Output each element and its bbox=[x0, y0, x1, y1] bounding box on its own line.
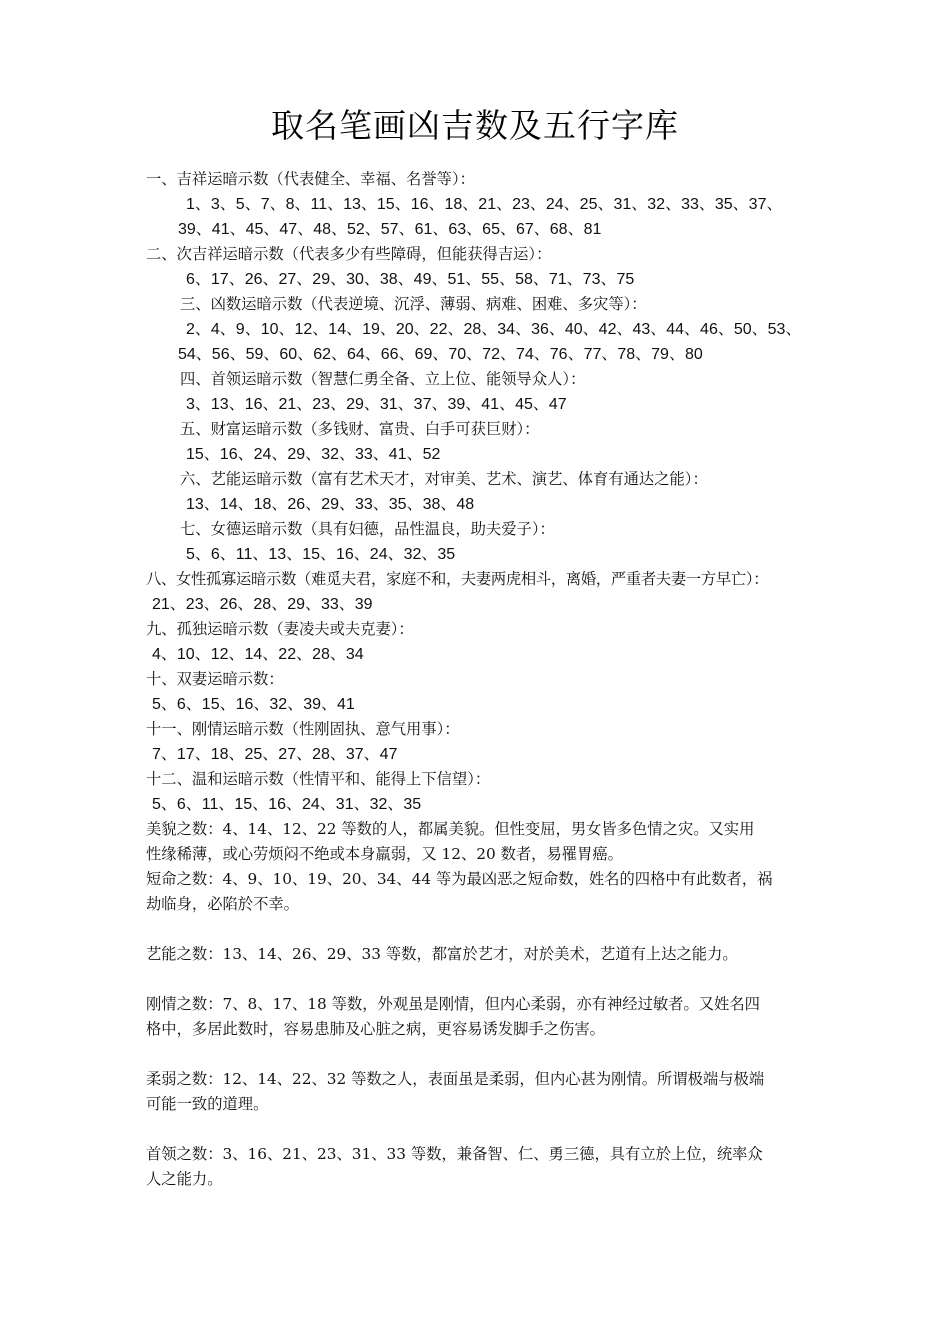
number-list: 6、17、26、27、29、30、38、49、51、55、58、71、73、75 bbox=[186, 271, 635, 288]
number-list: 21、23、26、28、29、33、39 bbox=[152, 596, 373, 613]
paragraph-line: 人之能力。 bbox=[146, 1170, 223, 1188]
section-heading: 十、双妻运暗示数： bbox=[146, 670, 284, 688]
paragraph-gap bbox=[146, 967, 808, 992]
number-list: 4、10、12、14、22、28、34 bbox=[152, 646, 364, 663]
paragraph-line: 刚情之数：7、8、17、18 等数，外观虽是刚情，但内心柔弱，亦有神经过敏者。又姓名四 bbox=[146, 995, 760, 1013]
paragraph-line: 劫临身，必陷於不幸。 bbox=[146, 895, 299, 913]
paragraph-line: 短命之数：4、9、10、19、20、34、44 等为最凶恶之短命数，姓名的四格中有此数者，祸 bbox=[146, 870, 773, 888]
number-list: 5、6、11、13、15、16、24、32、35 bbox=[186, 546, 456, 563]
document-body bbox=[146, 167, 808, 1192]
paragraph-line: 美貌之数：4、14、12、22 等数的人，都属美貌。但性变屈，男女皆多色情之灾。又实用 bbox=[146, 820, 755, 838]
number-list: 3、13、16、21、23、29、31、37、39、41、45、47 bbox=[186, 396, 567, 413]
section-heading: 九、孤独运暗示数（妻凌夫或夫克妻）： bbox=[146, 620, 414, 638]
paragraph-line: 艺能之数：13、14、26、29、33 等数，都富於艺才，对於美术，艺道有上达之能力。 bbox=[146, 945, 738, 963]
section-heading: 一、吉祥运暗示数（代表健全、幸福、名誉等）： bbox=[146, 170, 475, 188]
section-heading: 六、艺能运暗示数（富有艺术天才，对审美、艺术、演艺、体育有通达之能）： bbox=[180, 470, 708, 488]
number-list: 54、56、59、60、62、64、66、69、70、72、74、76、77、78、79、80 bbox=[178, 346, 703, 363]
paragraph-line: 可能一致的道理。 bbox=[146, 1095, 269, 1113]
number-list: 39、41、45、47、48、52、57、61、63、65、67、68、81 bbox=[178, 221, 602, 238]
section-heading: 三、凶数运暗示数（代表逆境、沉浮、薄弱、病难、困难、多灾等）： bbox=[180, 295, 647, 313]
paragraph-line: 格中，多居此数时，容易患肺及心脏之病，更容易诱发脚手之伤害。 bbox=[146, 1020, 605, 1038]
paragraph-gap bbox=[146, 1042, 808, 1067]
number-list: 5、6、15、16、32、39、41 bbox=[152, 696, 355, 713]
section-heading: 五、财富运暗示数（多钱财、富贵、白手可获巨财）： bbox=[180, 420, 540, 438]
section-heading: 十二、温和运暗示数（性情平和、能得上下信望）： bbox=[146, 770, 491, 788]
paragraph-gap bbox=[146, 1117, 808, 1142]
number-list: 1、3、5、7、8、11、13、15、16、18、21、23、24、25、31、32、33、35、37、 bbox=[186, 196, 783, 213]
section-heading: 七、女德运暗示数（具有妇德，品性温良，助夫爱子）： bbox=[180, 520, 555, 538]
paragraph-line: 首领之数：3、16、21、23、31、33 等数，兼备智、仁、勇三德，具有立於上位，统率众 bbox=[146, 1145, 763, 1163]
paragraph-line: 柔弱之数：12、14、22、32 等数之人，表面虽是柔弱，但内心甚为刚情。所谓极端与极端 bbox=[146, 1070, 765, 1088]
number-list: 2、4、9、10、12、14、19、20、22、28、34、36、40、42、43、44、46、50、53、 bbox=[186, 321, 802, 338]
section-heading: 二、次吉祥运暗示数（代表多少有些障碍，但能获得吉运）： bbox=[146, 245, 552, 263]
paragraph-line: 性缘稀薄，或心劳烦闷不绝或本身羸弱，又 12、20 数者，易罹胃癌。 bbox=[146, 845, 623, 863]
paragraph-gap bbox=[146, 917, 808, 942]
page-title: 取名笔画凶吉数及五行字库 bbox=[271, 106, 679, 145]
number-list: 15、16、24、29、32、33、41、52 bbox=[186, 446, 441, 463]
number-list: 7、17、18、25、27、28、37、47 bbox=[152, 746, 398, 763]
section-heading: 四、首领运暗示数（智慧仁勇全备、立上位、能领导众人）： bbox=[180, 370, 586, 388]
section-heading: 十一、刚情运暗示数（性刚固执、意气用事）： bbox=[146, 720, 460, 738]
number-list: 13、14、18、26、29、33、35、38、48 bbox=[186, 496, 475, 513]
section-heading: 八、女性孤寡运暗示数（难觅夫君，家庭不和，夫妻两虎相斗，离婚，严重者夫妻一方早亡）： bbox=[146, 570, 769, 588]
number-list: 5、6、11、15、16、24、31、32、35 bbox=[152, 796, 422, 813]
